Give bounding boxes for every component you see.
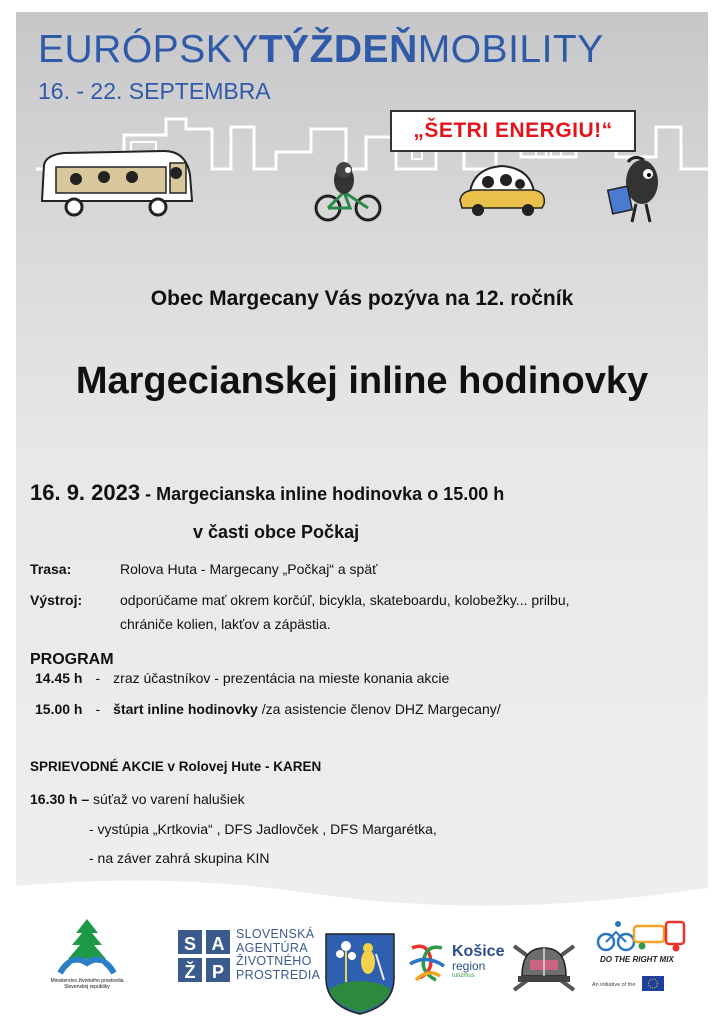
gear-value-line1: odporúčame mať okrem korčúľ, bicykla, skateboardu, kolobežky... prilbu, bbox=[120, 592, 570, 608]
side-events-heading: SPRIEVODNÉ AKCIE v Rolovej Hute - KAREN bbox=[30, 759, 322, 774]
car-illustration bbox=[456, 162, 548, 218]
event-date-line: 16. 9. 2023 - Margecianska inline hodinovka o 15.00 h bbox=[30, 480, 505, 505]
program-item: 14.45 h - zraz účastníkov - prezentácia na mieste konania akcie bbox=[35, 670, 450, 686]
gear-value-line2: chrániče kolien, lakťov a zápästia. bbox=[120, 616, 331, 632]
do-the-right-mix-text: DO THE RIGHT MIX bbox=[600, 955, 674, 964]
bus-illustration bbox=[36, 145, 196, 219]
route-value: Rolova Huta - Margecany „Počkaj“ a späť bbox=[120, 561, 378, 577]
sazp-wordmark: SLOVENSKÁ AGENTÚRA ŽIVOTNÉHO PROSTREDIA bbox=[236, 927, 321, 982]
svg-text:A: A bbox=[211, 934, 225, 954]
svg-text:P: P bbox=[211, 962, 225, 982]
gear-label: Výstroj: bbox=[30, 592, 83, 608]
ministry-caption: Ministerstvo životného prostredia Slovenskej republiky bbox=[50, 978, 124, 990]
svg-text:Ž: Ž bbox=[184, 962, 196, 982]
eu-flag-icon bbox=[642, 976, 664, 991]
program-heading: PROGRAM bbox=[30, 651, 114, 668]
side-event-line3: - na záver zahrá skupina KIN bbox=[89, 850, 270, 866]
cyclist-illustration bbox=[314, 162, 382, 224]
slogan-banner: „ŠETRI ENERGIU!“ bbox=[390, 110, 636, 152]
kosice-region-logo-mark bbox=[406, 940, 448, 986]
side-event-line2: - vystúpia „Krtkovia“ , DFS Jadlovček , DFS Margarétka, bbox=[89, 821, 437, 837]
do-the-right-mix-logo bbox=[594, 918, 686, 954]
pedestrian-illustration bbox=[604, 154, 668, 226]
invite-line: Obec Margecany Vás pozýva na 12. ročník bbox=[150, 287, 574, 310]
poster bbox=[16, 12, 708, 1016]
event-description: Margecianska inline hodinovka o 15.00 h bbox=[156, 484, 505, 504]
coat-of-arms bbox=[324, 932, 396, 1016]
sazp-logo-mark bbox=[176, 928, 232, 984]
event-title: Margecianskej inline hodinovky bbox=[75, 360, 649, 402]
kosice-region-wordmark: Košice region turizmus bbox=[452, 943, 505, 979]
program-item: 15.00 h - štart inline hodinovky /za asistencie členov DHZ Margecany/ bbox=[35, 701, 501, 717]
side-event-first: 16.30 h – súťaž vo varení halušiek bbox=[30, 791, 245, 807]
event-date: 16. 9. 2023 bbox=[30, 480, 141, 505]
ministry-logo bbox=[56, 917, 118, 975]
route-label: Trasa: bbox=[30, 561, 72, 577]
initiative-text: An initiative of the bbox=[592, 982, 636, 988]
campaign-title: EURÓPSKYTÝŽDEŇMOBILITY bbox=[38, 28, 604, 71]
campaign-dates: 16. - 22. SEPTEMBRA bbox=[38, 78, 271, 104]
event-place: v časti obce Počkaj bbox=[193, 522, 360, 542]
fire-brigade-emblem bbox=[510, 940, 578, 996]
svg-text:S: S bbox=[183, 934, 197, 954]
